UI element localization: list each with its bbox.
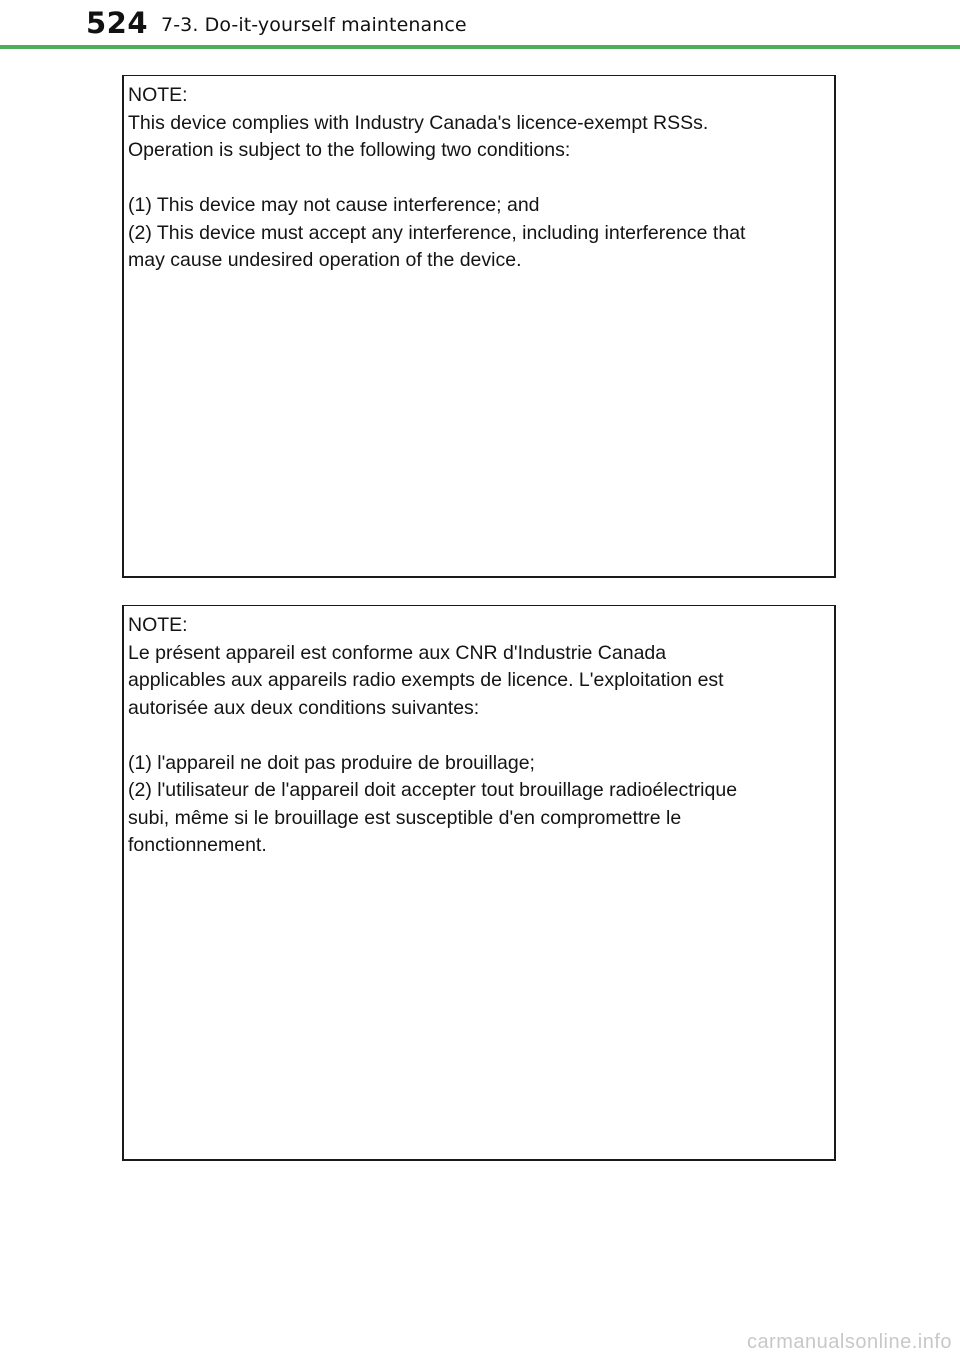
note-line: fonctionnement. bbox=[128, 834, 267, 856]
note-line: Le présent appareil est conforme aux CNR d'Industrie Canada bbox=[128, 641, 667, 664]
note-line: subi, même si le brouillage est susceptible d'en compromettre le bbox=[128, 806, 682, 829]
note-box-english bbox=[122, 75, 836, 578]
note-line: (1) l'appareil ne doit pas produire de brouillage; bbox=[128, 751, 535, 774]
note-line: Operation is subject to the following two conditions: bbox=[128, 139, 571, 161]
note-line: autorisée aux deux conditions suivantes: bbox=[128, 696, 480, 719]
page-number: 524 bbox=[86, 6, 149, 40]
note-line: This device complies with Industry Canada's licence-exempt RSSs. bbox=[128, 111, 709, 134]
note-line: (2) This device must accept any interference, including interference that bbox=[128, 221, 746, 244]
note-heading: NOTE: bbox=[128, 614, 188, 636]
note-spacer bbox=[128, 722, 830, 750]
note-line: (2) l'utilisateur de l'appareil doit accepter tout brouillage radioélectrique bbox=[128, 779, 738, 801]
note-line: applicables aux appareils radio exempts de licence. L'exploitation est bbox=[128, 669, 724, 691]
page-header bbox=[0, 0, 960, 50]
section-title: 7-3. Do-it-yourself maintenance bbox=[161, 14, 467, 36]
note-spacer bbox=[128, 165, 830, 193]
header-rule bbox=[0, 45, 960, 49]
watermark-text: carmanualsonline.info bbox=[746, 1331, 952, 1353]
note-heading: NOTE: bbox=[128, 84, 188, 106]
note-line: may cause undesired operation of the device. bbox=[128, 249, 522, 271]
note-line: (1) This device may not cause interference; and bbox=[128, 194, 540, 216]
note-box-french bbox=[122, 605, 836, 1161]
